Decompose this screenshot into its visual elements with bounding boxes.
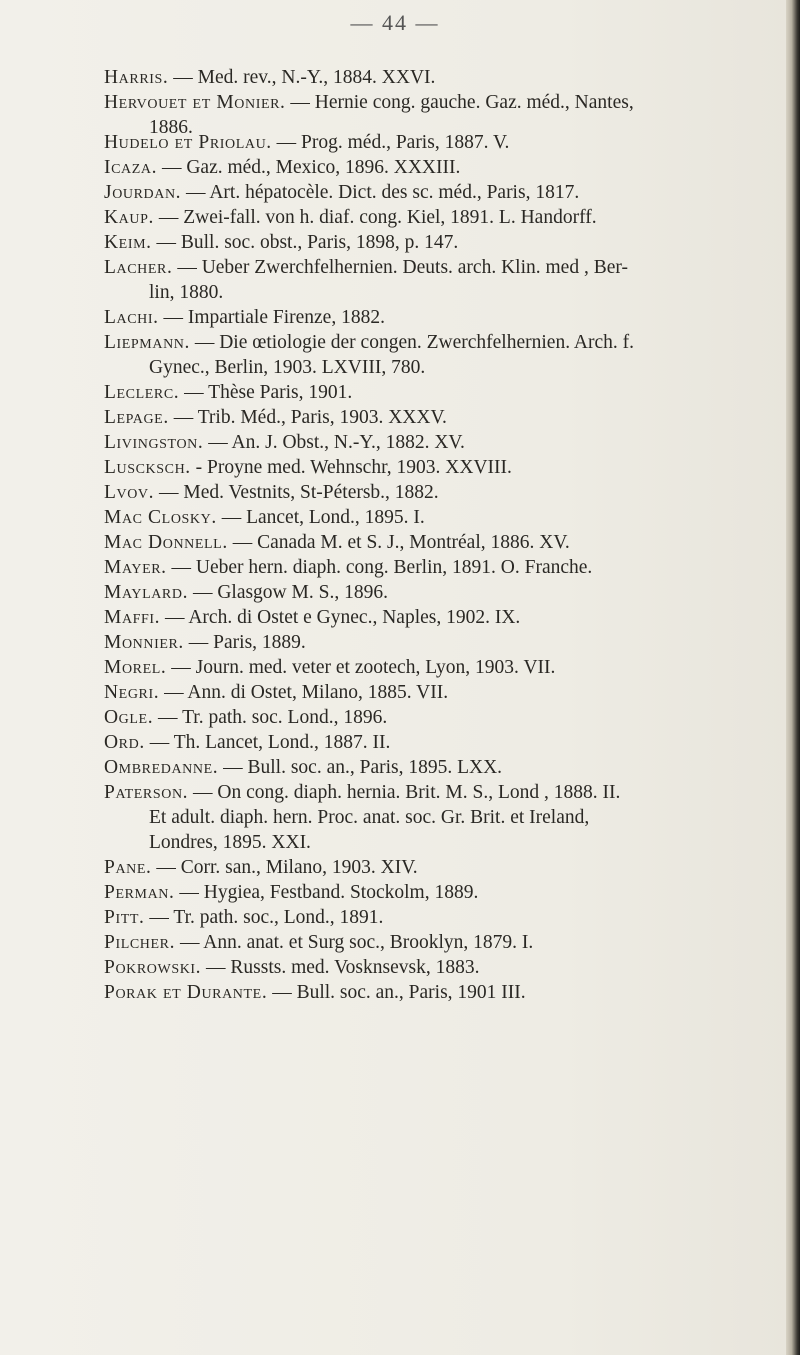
bibliography-entry — [104, 505, 772, 530]
entry-continuation: Londres, 1895. XXI. — [149, 832, 311, 853]
entry-author: Hervouet et Monier. — [104, 92, 286, 113]
entry-author: Jourdan. — [104, 182, 182, 203]
entry-reference: — Glasgow M. S., 1896. — [192, 582, 388, 603]
entry-continuation: 1886. — [149, 117, 193, 138]
entry-author: Lusckscн. — [104, 457, 191, 478]
entry-author: Pitt. — [104, 907, 145, 928]
entry-author: Harris. — [104, 67, 169, 88]
entry-continuation: lin, 1880. — [149, 282, 224, 303]
bibliography-entry — [104, 605, 772, 630]
entry-reference: — Hernie cong. gauche. Gaz. méd., Nantes, — [290, 92, 634, 113]
entry-author: Lepage. — [104, 407, 169, 428]
bibliography-entry — [104, 455, 772, 480]
entry-author: Mayer. — [104, 557, 167, 578]
bibliography-entry — [104, 730, 772, 755]
entry-author: Ord. — [104, 732, 145, 753]
bibliography-entry — [104, 755, 772, 780]
entry-reference: — Bull. soc. an., Paris, 1895. LXX. — [223, 757, 503, 778]
bibliography-entry — [104, 430, 772, 455]
entry-reference: — Trib. Méd., Paris, 1903. XXXV. — [173, 407, 447, 428]
entry-reference: — Thèse Paris, 1901. — [184, 382, 353, 403]
entry-reference: — Ueber hern. diaph. cong. Berlin, 1891. O. Franche. — [171, 557, 593, 578]
entry-reference: — Ann. anat. et Surg soc., Brooklyn, 1879. I. — [179, 932, 534, 953]
bibliography-entry — [104, 580, 772, 605]
entry-reference: — Ueber Zwerchfelhernien. Deuts. arch. Klin. med , Ber- — [177, 257, 628, 278]
entry-continuation: Gynec., Berlin, 1903. LXVIII, 780. — [149, 357, 426, 378]
bibliography-entry — [104, 555, 772, 580]
entry-reference: — Ann. di Ostet, Milano, 1885. VII. — [164, 682, 449, 703]
bibliography-entry — [104, 380, 772, 405]
bibliography-entry — [104, 65, 772, 90]
entry-reference: — An. J. Obst., N.-Y., 1882. XV. — [208, 432, 465, 453]
bibliography-entry — [104, 305, 772, 330]
entry-author: Pilcher. — [104, 932, 176, 953]
bibliography-entry — [104, 155, 772, 180]
entry-reference: — Bull. soc. obst., Paris, 1898, p. 147. — [156, 232, 459, 253]
bibliography-entry — [104, 205, 772, 230]
bibliography-entry — [104, 180, 772, 205]
entry-author: Lvov. — [104, 482, 155, 503]
entry-reference: — Journ. med. veter et zootech, Lyon, 1903. VII. — [171, 657, 556, 678]
entry-reference: — Canada M. et S. J., Montréal, 1886. XV. — [232, 532, 570, 553]
entry-author: Monnier. — [104, 632, 184, 653]
entry-author: Perman. — [104, 882, 175, 903]
entry-reference: — Med. rev., N.-Y., 1884. XXVI. — [173, 67, 436, 88]
entry-author: Porak et Durante. — [104, 982, 268, 1003]
entry-author: Mac Closky. — [104, 507, 217, 528]
bibliography-entry — [104, 930, 772, 955]
entry-reference: — Lancet, Lond., 1895. I. — [221, 507, 425, 528]
bibliography-entry — [104, 330, 772, 380]
entry-reference: — Die œtiologie der congen. Zwerchfelhernien. Arch. f. — [194, 332, 634, 353]
entry-reference: — Corr. san., Milano, 1903. XIV. — [156, 857, 418, 878]
entry-reference: — Tr. path. soc. Lond., 1896. — [158, 707, 388, 728]
entry-author: Livingston. — [104, 432, 204, 453]
entry-reference: — Impartiale Firenze, 1882. — [163, 307, 385, 328]
entry-reference: - Proyne med. Wehnschr, 1903. XXVIII. — [195, 457, 512, 478]
bibliography-entry — [104, 680, 772, 705]
entry-reference: — Tr. path. soc., Lond., 1891. — [149, 907, 384, 928]
entry-author: Icaza. — [104, 157, 158, 178]
entry-author: Hudelo et Priolau. — [104, 132, 272, 153]
entry-reference: — Bull. soc. an., Paris, 1901 III. — [272, 982, 526, 1003]
entry-author: Ombredanne. — [104, 757, 219, 778]
bibliography-entry — [104, 130, 772, 155]
entry-author: Morel. — [104, 657, 167, 678]
entry-author: Negri. — [104, 682, 160, 703]
entry-reference: — Zwei-fall. von h. diaf. cong. Kiel, 1891. L. Handorff. — [158, 207, 597, 228]
entry-reference: — Arch. di Ostet e Gynec., Naples, 1902. IX. — [165, 607, 521, 628]
entry-reference: — Art. hépatocèle. Dict. des sc. méd., Paris, 1817. — [186, 182, 580, 203]
entry-author: Paterson. — [104, 782, 189, 803]
bibliography-entry — [104, 255, 772, 305]
entry-author: Ogle. — [104, 707, 154, 728]
bibliography-entry — [104, 855, 772, 880]
entry-author: Pokrowski. — [104, 957, 202, 978]
page-number: — 44 — — [350, 10, 440, 35]
entry-author: Pane. — [104, 857, 152, 878]
entry-reference: — Hygiea, Festband. Stockolm, 1889. — [179, 882, 479, 903]
entry-author: Maffi. — [104, 607, 161, 628]
entry-author: Mac Donnell. — [104, 532, 228, 553]
bibliography-entry — [104, 905, 772, 930]
entry-reference: — On cong. diaph. hernia. Brit. M. S., Lond , 1888. II. — [193, 782, 621, 803]
entry-author: Kaup. — [104, 207, 154, 228]
bibliography-entry — [104, 230, 772, 255]
bibliography-entry — [104, 980, 772, 1005]
entry-reference: — Med. Vestnits, St-Pétersb., 1882. — [159, 482, 439, 503]
bibliography-entry — [104, 880, 772, 905]
page-edge — [786, 0, 800, 1355]
entry-reference: — Th. Lancet, Lond., 1887. II. — [149, 732, 391, 753]
entry-author: Lachi. — [104, 307, 159, 328]
bibliography-entry — [104, 530, 772, 555]
bibliography-entry — [104, 780, 772, 855]
entry-author: Liepmann. — [104, 332, 190, 353]
entry-author: Keim. — [104, 232, 152, 253]
entry-author: Maylard. — [104, 582, 189, 603]
bibliography-entry — [104, 955, 772, 980]
bibliography-entry — [104, 655, 772, 680]
entry-author: Lacher. — [104, 257, 173, 278]
entry-continuation: Et adult. diaph. hern. Proc. anat. soc. Gr. Brit. et Ireland, — [149, 807, 590, 828]
bibliography-entry — [104, 405, 772, 430]
bibliography-entry — [104, 705, 772, 730]
bibliography-entry — [104, 480, 772, 505]
entry-reference: — Paris, 1889. — [188, 632, 306, 653]
bibliography-entry — [104, 630, 772, 655]
entry-reference: — Gaz. méd., Mexico, 1896. XXXIII. — [161, 157, 461, 178]
entry-reference: — Russts. med. Vosknsevsk, 1883. — [206, 957, 480, 978]
entry-author: Leclerc. — [104, 382, 180, 403]
entry-reference: — Prog. méd., Paris, 1887. V. — [276, 132, 510, 153]
